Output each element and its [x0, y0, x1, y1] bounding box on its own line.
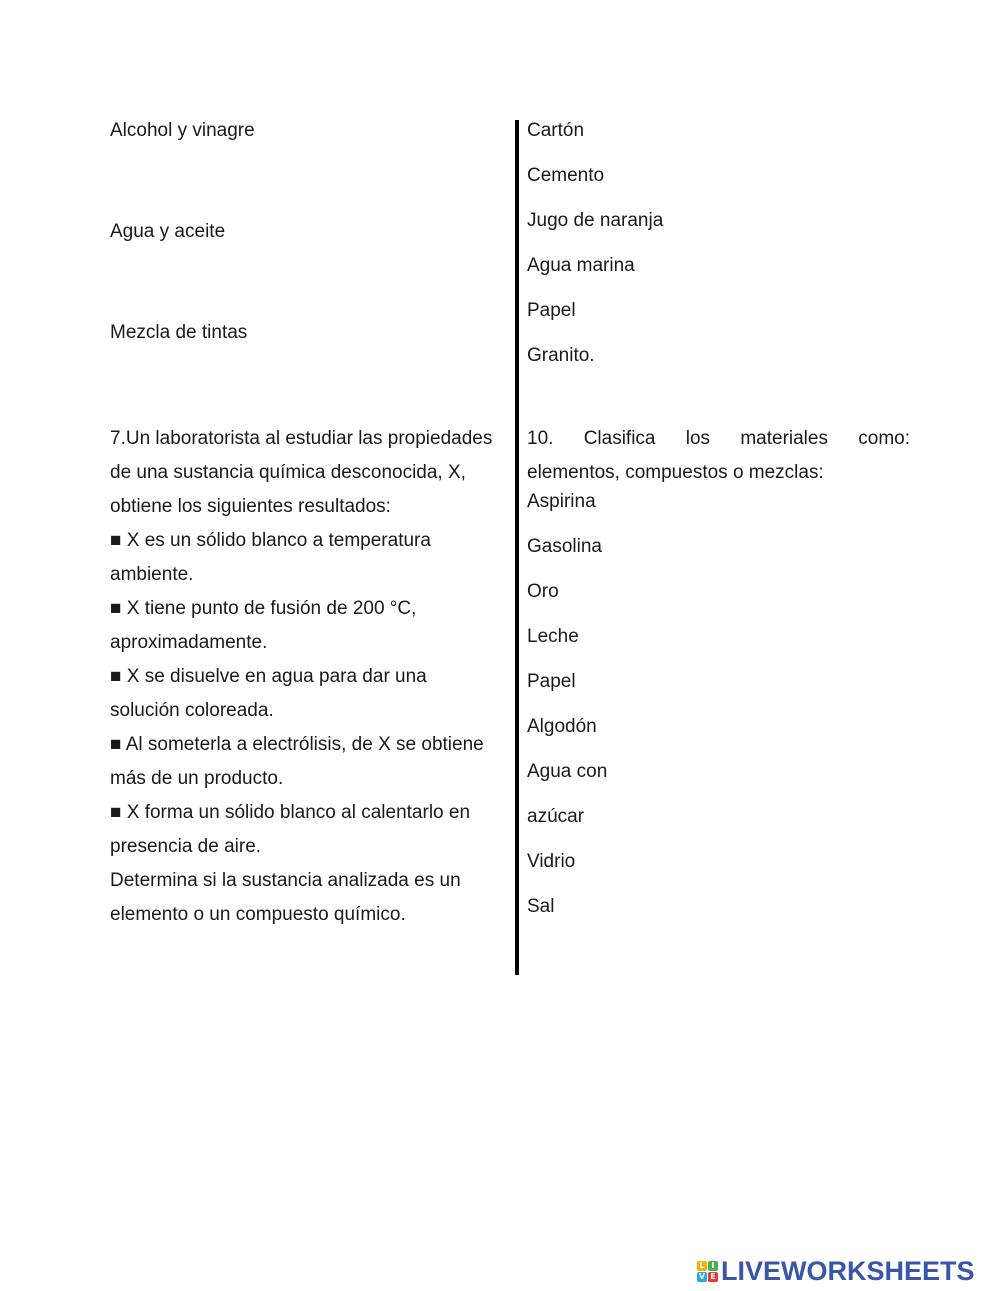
- question-10-word: los: [685, 428, 711, 449]
- question-7: [110, 422, 510, 932]
- question-7-line: de una sustancia química desconocida, X,: [110, 462, 466, 483]
- logo-tile: V: [698, 1271, 706, 1281]
- left-item-3: Mezcla de tintas: [110, 322, 248, 343]
- right-item-6: Granito.: [527, 345, 595, 366]
- right-item-4: Agua marina: [527, 255, 635, 276]
- question-7-line: ■ X se disuelve en agua para dar una: [110, 666, 427, 687]
- question-10-heading-line2: elementos, compuestos o mezclas:: [527, 462, 824, 483]
- logo-tile: E: [708, 1272, 718, 1282]
- logo-tile: L: [697, 1261, 707, 1271]
- logo-tiles-icon: [697, 1261, 718, 1282]
- q10-item: Gasolina: [527, 536, 602, 557]
- question-7-line: más de un producto.: [110, 768, 284, 789]
- q10-item: Sal: [527, 896, 555, 917]
- question-10-word: 10.: [527, 428, 554, 449]
- logo-text: LIVEWORKSHEETS: [721, 1255, 975, 1286]
- q10-item: Oro: [527, 581, 559, 602]
- question-7-line: ■ X es un sólido blanco a temperatura: [110, 530, 431, 551]
- q10-item: Leche: [527, 626, 579, 647]
- question-7-line: ■ X forma un sólido blanco al calentarlo en: [110, 802, 471, 823]
- question-10-word: Clasifica: [583, 428, 656, 449]
- q10-item: azúcar: [527, 806, 585, 827]
- question-10-word: como:: [858, 428, 910, 449]
- question-7-line: presencia de aire.: [110, 836, 262, 857]
- question-7-line: Determina si la sustancia analizada es un: [110, 870, 461, 891]
- question-10: [527, 422, 910, 490]
- q10-item: Aspirina: [527, 491, 596, 512]
- question-10-word: materiales: [740, 428, 828, 449]
- question-7-line: ■ Al someterla a electrólisis, de X se obtiene: [110, 734, 484, 755]
- right-item-2: Cemento: [527, 165, 605, 186]
- column-divider: [515, 120, 519, 975]
- question-7-line: obtiene los siguientes resultados:: [110, 496, 391, 517]
- logo-tile: I: [708, 1261, 718, 1271]
- q10-item: Agua con: [527, 761, 608, 782]
- question-7-line: elemento o un compuesto químico.: [110, 904, 406, 925]
- right-item-5: Papel: [527, 300, 576, 321]
- q10-item: Papel: [527, 671, 576, 692]
- right-item-1: Cartón: [527, 120, 585, 141]
- q10-item: Vidrio: [527, 851, 576, 872]
- right-item-3: Jugo de naranja: [527, 210, 664, 231]
- left-item-1: Alcohol y vinagre: [110, 120, 255, 141]
- question-10-heading-line1: [527, 422, 910, 456]
- left-item-2: Agua y aceite: [110, 221, 226, 242]
- question-7-line: ambiente.: [110, 564, 194, 585]
- question-7-line: ■ X tiene punto de fusión de 200 °C,: [110, 598, 417, 619]
- liveworksheets-logo[interactable]: [697, 1254, 975, 1288]
- question-7-line: aproximadamente.: [110, 632, 268, 653]
- question-7-line: 7.Un laboratorista al estudiar las propiedades: [110, 428, 493, 449]
- question-7-line: solución coloreada.: [110, 700, 274, 721]
- q10-item: Algodón: [527, 716, 597, 737]
